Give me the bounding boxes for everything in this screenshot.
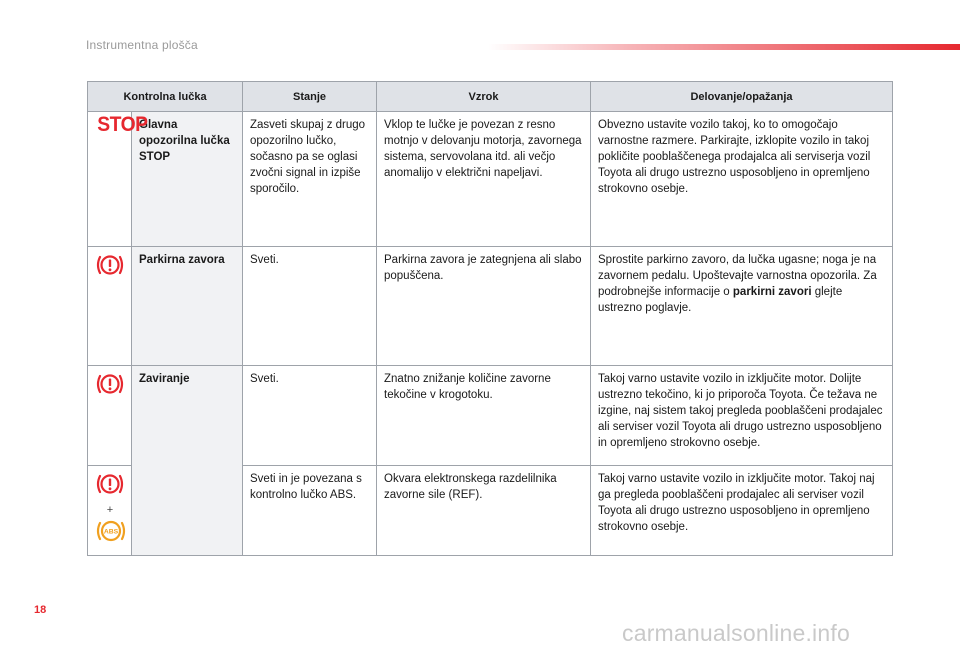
brake-warning-icon	[95, 471, 125, 497]
abs-warning-icon	[95, 518, 127, 544]
action-text-end: glejte ustrezno poglavje.	[598, 286, 843, 314]
icon-cell	[88, 247, 132, 366]
page-number: 18	[34, 604, 47, 616]
state-cell: Sveti.	[243, 247, 377, 366]
action-text: Sprostite parkirno zavoro, da lučka ugasne; noga je na zavornem pedalu. Upoštevajte varnostna opozorila. Za podrobnejše informacije o	[598, 254, 877, 298]
table-header-row	[88, 82, 893, 112]
column-header-warning-light: Kontrolna lučka	[88, 82, 243, 112]
state-cell: Sveti in je povezana s kontrolno lučko ABS.	[243, 466, 377, 556]
icon-cell	[88, 466, 132, 556]
brake-warning-icon	[95, 371, 125, 397]
action-cell	[591, 247, 893, 366]
state-cell: Sveti.	[243, 366, 377, 466]
state-cell: Zasveti skupaj z drugo opozorilno lučko, sočasno pa se oglasi zvočni signal in izpiše sporočilo.	[243, 112, 377, 247]
action-cell: Obvezno ustavite vozilo takoj, ko to omogočajo varnostne razmere. Parkirajte, izklopite vozilo in takoj pokličite pooblaščenega prodajalca ali serviserja vozil Toyota ali drugo ustrezno usposobljeno in opremljeno strokovno osebje.	[591, 112, 893, 247]
column-header-state: Stanje	[243, 82, 377, 112]
header-accent-bar	[488, 44, 960, 50]
column-header-action: Delovanje/opažanja	[591, 82, 893, 112]
action-cell: Takoj varno ustavite vozilo in izklјučite motor. Takoj naj ga pregleda pooblaščeni prodajalec ali serviser vozil Toyota ali drugo ustrezno usposobljeno in opremljeno strokovno osebje.	[591, 466, 893, 556]
icon-cell	[88, 112, 148, 247]
warning-lights-table	[87, 81, 893, 556]
table-row	[88, 112, 893, 247]
cause-cell: Parkirna zavora je zategnjena ali slabo popuščena.	[377, 247, 591, 366]
warning-light-name: Glavna opozorilna lučka STOP	[132, 112, 243, 247]
abs-icon-label: ABS	[103, 528, 119, 536]
page-section-title: Instrumentna plošča	[86, 38, 198, 52]
action-bold-reference: parkirni zavori	[732, 286, 812, 298]
cause-cell: Okvara elektronskega razdelilnika zavorne sile (REF).	[377, 466, 591, 556]
action-cell: Takoj varno ustavite vozilo in izklјučite motor. Dolijte ustrezno tekočino, ki jo priporoča Toyota. Če težava ne izgine, naj sistem takoj pregleda pooblaščeni prodajalec ali serviser vozil Toyota ali drugo ustrezno usposobljeno in opremljeno strokovno osebje.	[591, 366, 893, 466]
cause-cell: Znatno znižanje količine zavorne tekočine v krogotoku.	[377, 366, 591, 466]
icon-cell	[88, 366, 132, 466]
stop-warning-icon: STOP	[97, 113, 148, 136]
warning-light-name: Zaviranje	[132, 366, 243, 556]
table-row	[88, 247, 893, 366]
watermark-text: carmanualsonline.info	[622, 620, 850, 646]
cause-cell: Vklop te lučke je povezan z resno motnjo v delovanju motorja, zavornega sistema, servovolana itd. ali večjo anomalijo v električni napeljavi.	[377, 112, 591, 247]
brake-warning-icon	[95, 252, 125, 278]
warning-light-name: Parkirna zavora	[132, 247, 243, 366]
column-header-cause: Vzrok	[377, 82, 591, 112]
plus-sign: +	[106, 504, 114, 516]
table-row	[88, 366, 893, 466]
